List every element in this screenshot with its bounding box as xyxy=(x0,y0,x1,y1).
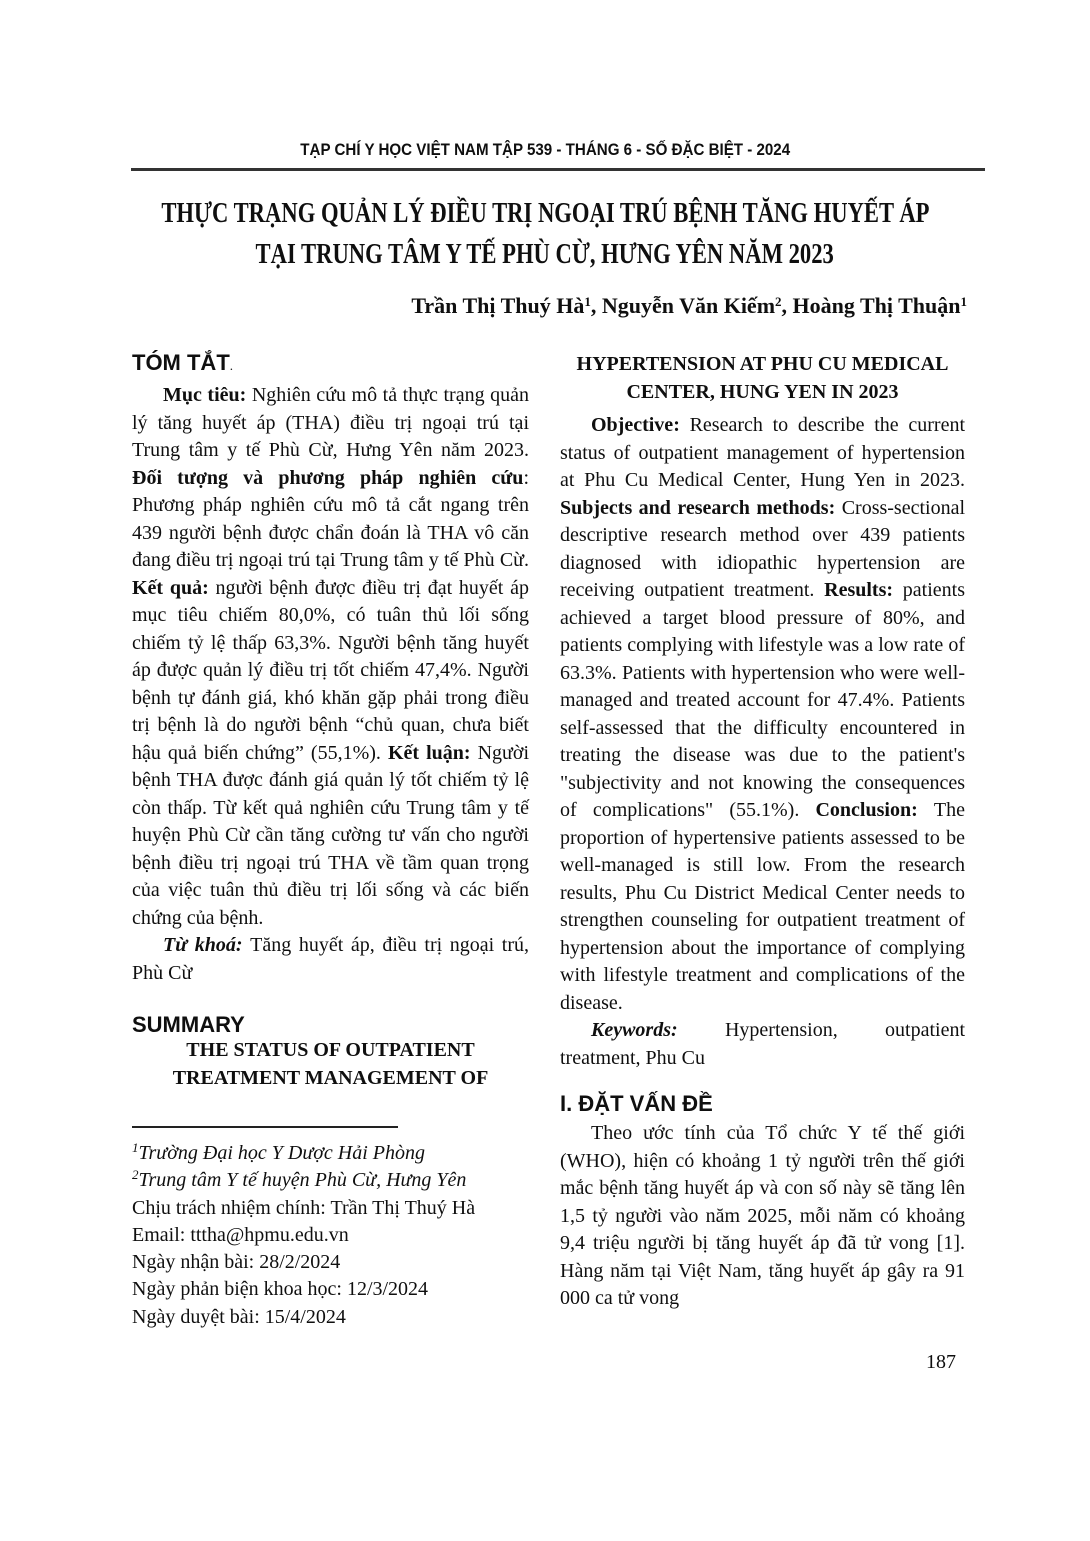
header-rule xyxy=(131,168,985,171)
footnote-block xyxy=(132,1126,532,1331)
footnote-rule xyxy=(132,1126,398,1128)
left-column xyxy=(132,351,529,1092)
article-title-line-2: TẠI TRUNG TÂM Y TẾ PHÙ CỪ, HƯNG YÊN NĂM 2023 xyxy=(255,238,835,270)
footnote-affiliation-2: $^2$Trung tâm Y tế huyện Phù Cừ, Hưng Yên xyxy=(132,1167,467,1192)
right-column xyxy=(560,351,965,1313)
keywords-vi-paragraph: Từ khoá: Tăng huyết áp, điều trị ngoại trú, Phù Cừ xyxy=(132,934,529,984)
section-heading-intro: I. ĐẶT VẤN ĐỀ xyxy=(560,1091,713,1116)
summary-heading: SUMMARY xyxy=(132,1012,245,1037)
summary-title-line-2: TREATMENT MANAGEMENT OF xyxy=(172,1066,489,1089)
article-title xyxy=(0,193,1090,275)
page-number: 187 xyxy=(926,1351,956,1373)
summary-title-line-3: HYPERTENSION AT PHU CU MEDICAL xyxy=(576,353,949,375)
footnote-affiliation-1: $^1$Trường Đại học Y Dược Hải Phòng xyxy=(132,1140,426,1164)
footnote-accepted-date: Ngày duyệt bài: 15/4/2024 xyxy=(132,1305,346,1328)
summary-title-line-1: THE STATUS OF OUTPATIENT xyxy=(186,1039,475,1061)
authors-line: Trần Thị Thuý $Hà^1$, Nguyễn Văn Kiếm$^2$, Hoàng Thị Thuận$^1$ xyxy=(411,293,967,318)
footnote-corresponding-author: Chịu trách nhiệm chính: Trần Thị Thuý Hà xyxy=(132,1196,476,1219)
abstract-heading-vi: TÓM TẮT. xyxy=(132,350,234,375)
summary-title-line-4: CENTER, HUNG YEN IN 2023 xyxy=(626,380,899,403)
journal-header-text: TẠP CHÍ Y HỌC VIỆT NAM TẬP 539 - THÁNG 6 - SỐ ĐẶC BIỆT - 2024 xyxy=(300,140,790,159)
keywords-en-paragraph: Keywords: Hypertension, outpatient treatment, Phu Cu xyxy=(560,1019,965,1069)
abstract-en-paragraph: Objective: Research to describe the current status of outpatient management of hypertension at Phu Cu Medical Center, Hung Yen in 2023. Subjects and research methods: Cross-sectional descriptive research method over 439 patients diagnosed with idiopathic hypertension are receiving outpatient treatment. Results: patients achieved a target blood pressure of 80%, and patients complying with lifestyle was a low rate of 63.3%. Patients with hypertension who were well-managed and treated account for 47.4%. Patients self-assessed that the difficulty encountered in treating the disease was due to the patient's "subjectivity and not knowing the consequences of complications" (55.1%). Conclusion: The proportion of hypertensive patients assessed to be well-managed is still low. From the research results, Phu Cu District Medical Center needs to strengthen counseling for outpatient treatment of hypertension about the importance of complying with lifestyle treatment and complications of the disease. xyxy=(560,414,965,1014)
article-title-line-1: THỰC TRẠNG QUẢN LÝ ĐIỀU TRỊ NGOẠI TRÚ BỆNH TĂNG HUYẾT ÁP xyxy=(160,197,930,229)
abstract-vi-paragraph: Mục tiêu: Nghiên cứu mô tả thực trạng quản lý tăng huyết áp (THA) điều trị ngoại trú tại Trung tâm y tế Phù Cừ, Hưng Yên năm 2023. Đối tượng và phương pháp nghiên cứu: Phương pháp nghiên cứu mô tả cắt ngang trên 439 người bệnh được chẩn đoán là THA vô căn đang điều trị ngoại trú tại Trung tâm y tế Phù Cừ. Kết quả: người bệnh được điều trị đạt huyết áp mục tiêu chiếm 80,0%, có tuân thủ lối sống chiếm tỷ lệ thấp 63,3%. Người bệnh tăng huyết áp được quản lý điều trị tốt chiếm 47,4%. Người bệnh tự đánh giá, khó khăn gặp phải trong điều trị bệnh là do người bệnh “chủ quan, chưa biết hậu quả biến chứng” (55,1%). Kết luận: Người bệnh THA được đánh giá quản lý tốt chiếm tỷ lệ còn thấp. Từ kết quả nghiên cứu Trung tâm y tế huyện Phù Cừ cần tăng cường tư vấn cho người bệnh điều trị ngoại trú THA về tầm quan trọng của việc tuân thủ điều trị lối sống và các biến chứng của bệnh. xyxy=(132,384,530,929)
intro-paragraph: Theo ước tính của Tổ chức Y tế thế giới (WHO), hiện có khoảng 1 tỷ người trên thế giới mắc bệnh tăng huyết áp và con số này sẽ tăng lên 1,5 tỷ người vào năm 2025, mỗi năm có khoảng 9,4 triệu người bị tăng huyết áp đã tử vong [1]. Hàng năm tại Việt Nam, tăng huyết áp gây ra 91 000 ca tử vong xyxy=(560,1122,965,1309)
footnote-received-date: Ngày nhận bài: 28/2/2024 xyxy=(132,1251,341,1274)
journal-header xyxy=(0,140,1090,160)
footnote-email: Email: tttha@hpmu.edu.vn xyxy=(132,1223,349,1246)
footnote-review-date: Ngày phản biện khoa học: 12/3/2024 xyxy=(132,1278,429,1301)
heading-trailing-dot: . xyxy=(229,358,234,373)
